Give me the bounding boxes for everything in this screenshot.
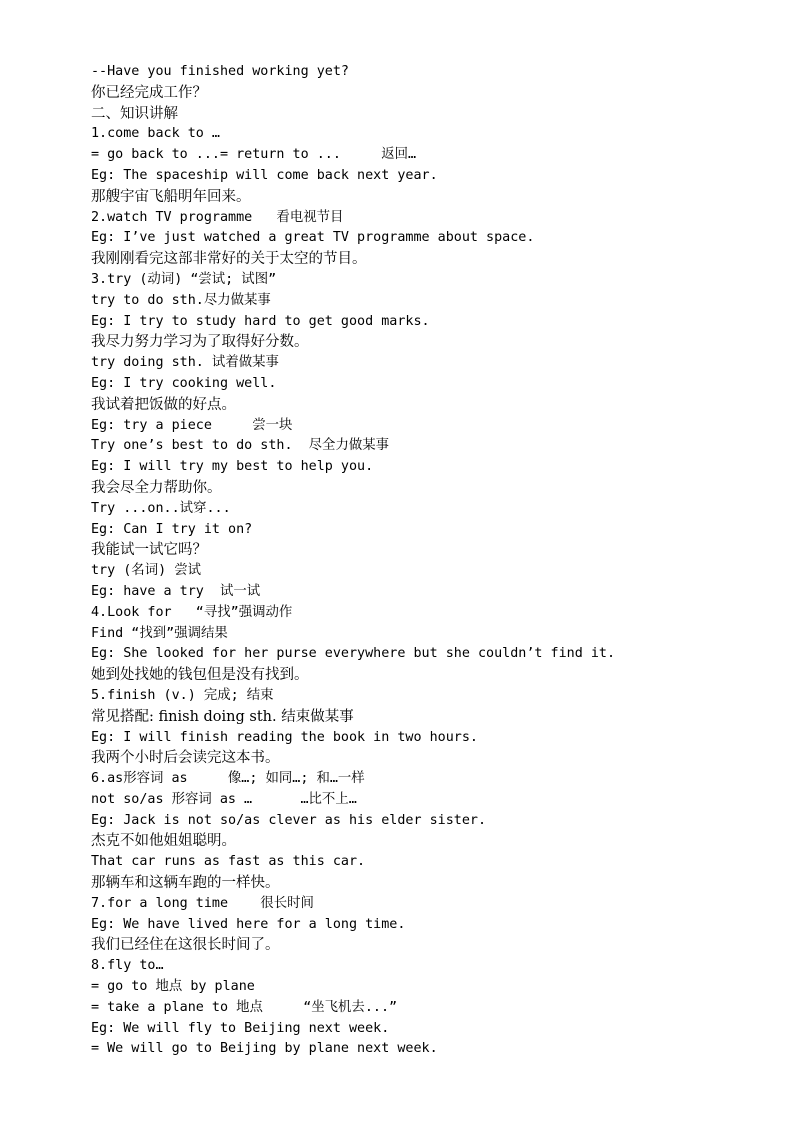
text-line: try to do sth.尽力做某事 [91,292,271,308]
example-line: Eg: Jack is not so/as clever as his elder sister. [91,812,487,828]
translation-line: 我刚刚看完这部非常好的关于太空的节目。 [91,251,367,268]
item-heading: 8.fly to… [91,958,164,974]
example-line: Eg: Can I try it on? [91,521,253,537]
example-line: Eg: I’ve just watched a great TV programme about space. [91,230,535,246]
example-line: Eg: try a piece 尝一块 [91,417,293,433]
item-heading: 7.for a long time 很长时间 [91,895,314,911]
translation-line: 我两个小时后会读完这本书。 [91,750,280,767]
translation-line: 那辆车和这辆车跑的一样快。 [91,875,280,892]
dialogue-question: --Have you finished working yet? [91,64,349,79]
example-line: Eg: I will try my best to help you. [91,459,374,475]
translation-line: 我尽力努力学习为了取得好分数。 [91,334,309,351]
example-line: = We will go to Beijing by plane next week. [91,1041,438,1057]
example-line: That car runs as fast as this car. [91,854,366,870]
text-line: Find “找到”强调结果 [91,625,228,641]
text-line: 常见搭配: finish doing sth. 结束做某事 [91,708,354,725]
item-heading: 6.as形容词 as 像…; 如同…; 和…一样 [91,771,365,787]
item-heading: 5.finish (v.) 完成; 结束 [91,687,274,703]
translation-line: 你已经完成工作？ [91,84,207,101]
text-line: = go to 地点 by plane [91,979,255,995]
example-line: Eg: I will finish reading the book in two hours. [91,729,478,745]
example-line: Eg: We will fly to Beijing next week. [91,1020,390,1036]
text-line: = take a plane to 地点 “坐飞机去...” [91,999,398,1015]
example-line: Eg: I try cooking well. [91,375,277,391]
translation-line: 那艘宇宙飞船明年回来。 [91,188,251,205]
section-heading: 二、知识讲解 [91,105,178,122]
example-line: Eg: She looked for her purse everywhere but she couldn’t find it. [91,646,616,662]
text-line: Try ...on..试穿... [91,500,231,516]
text-line: not so/as 形容词 as … …比不上… [91,791,357,807]
translation-line: 我试着把饭做的好点。 [91,396,236,413]
text-line: = go back to ...= return to ... 返回… [91,147,417,163]
item-heading: 1.come back to … [91,126,220,142]
example-line: Eg: We have lived here for a long time. [91,916,406,932]
text-line: try (名词) 尝试 [91,563,201,579]
item-heading: 3.try (动词) “尝试; 试图” [91,271,277,287]
translation-line: 杰克不如他姐姐聪明。 [91,833,236,850]
example-line: Eg: I try to study hard to get good marks. [91,313,430,329]
example-line: Eg: The spaceship will come back next year. [91,167,438,183]
document-page [91,62,731,1060]
text-line: Try one’s best to do sth. 尽全力做某事 [91,438,390,454]
translation-line: 我会尽全力帮助你。 [91,479,222,496]
item-heading: 2.watch TV programme 看电视节目 [91,209,344,225]
translation-line: 我能试一试它吗？ [91,542,207,559]
translation-line: 我们已经住在这很长时间了。 [91,937,280,954]
translation-line: 她到处找她的钱包但是没有找到。 [91,667,309,684]
item-heading: 4.Look for “寻找”强调动作 [91,604,293,620]
text-line: try doing sth. 试着做某事 [91,355,279,371]
example-line: Eg: have a try 试一试 [91,583,261,599]
